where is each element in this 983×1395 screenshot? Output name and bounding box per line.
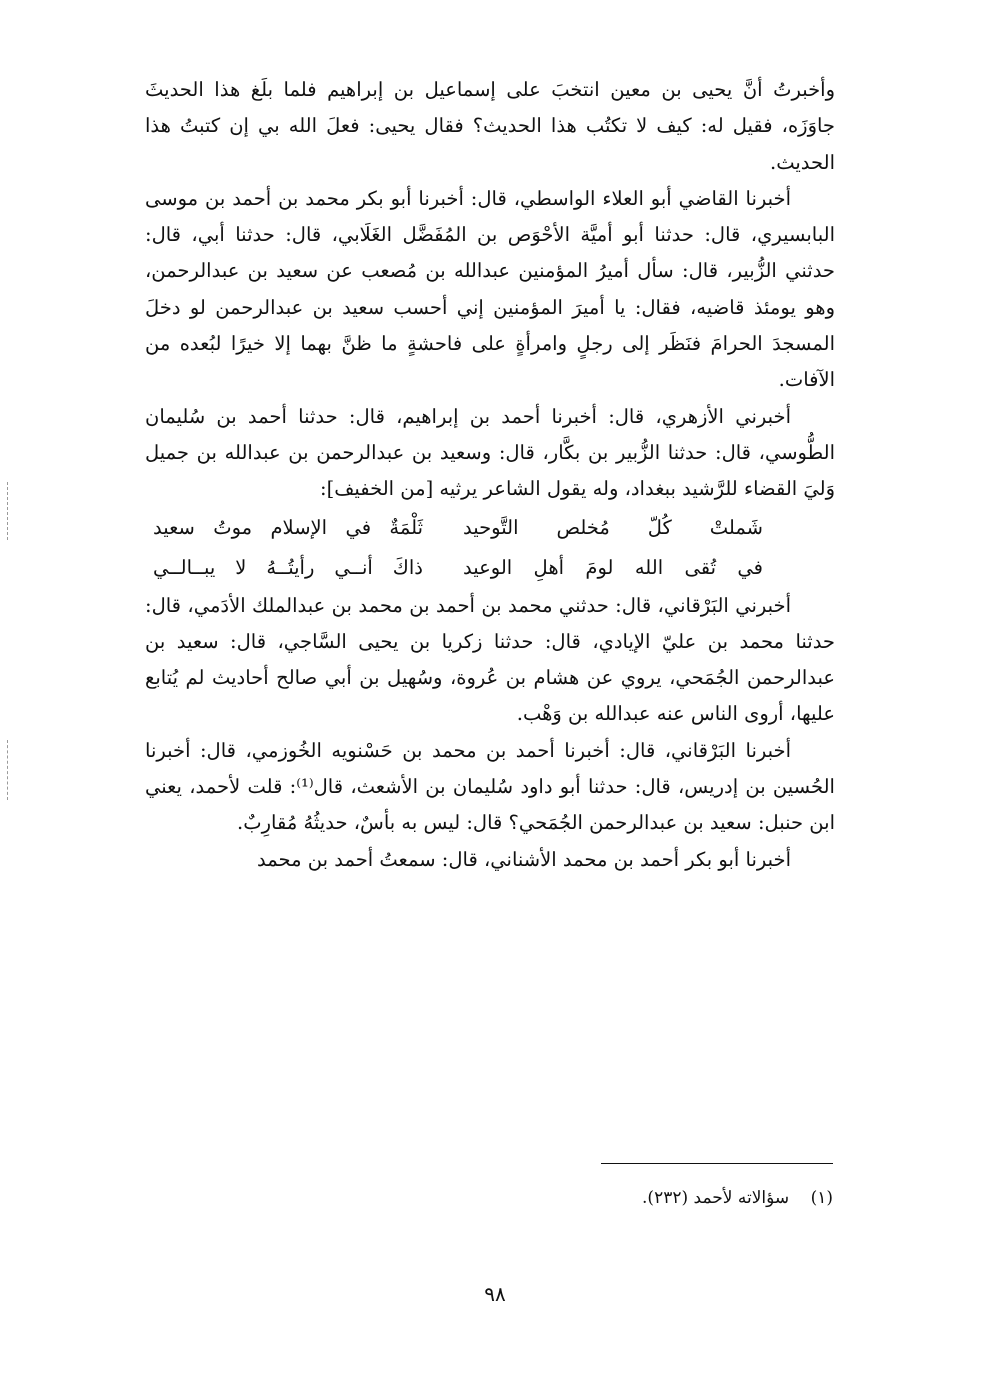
paragraph-1: وأخبرتُ أنَّ يحيى بن معين انتخبَ على إسماعيل بن إبراهيم فلما بلَغ هذا الحديثَ جاوَزَه، فقيل له: كيف لا تكتُب هذا الحديث؟ فقال يحيى: فعلَ الله بي إن كتبتُ هذا الحديث. bbox=[145, 78, 835, 174]
footnote-text: سؤالاته لأحمد (٢٣٢). bbox=[642, 1188, 790, 1208]
page-number: ٩٨ bbox=[484, 1282, 506, 1306]
footnote-divider bbox=[601, 1163, 833, 1164]
paragraph-2: أخبرنا القاضي أبو العلاء الواسطي، قال: أخبرنا أبو بكر محمد بن أحمد بن موسى البابسيري، قال: حدثنا أبو أميَّة الأحْوَص بن المُفَضَّل الغَلَابي، قال: حدثنا أبي، قال: حدثني الزُّبير، قال: سأل أميرُ المؤمنين عبدالله بن مُصعب عن سعيد بن عبدالرحمن، وهو يومئذ قاضيه، فقال: يا أميرَ المؤمنين إني أحسب سعيد بن عبدالرحمن لو دخلَ المسجدَ الحرامَ فنَظَر إلى رجلٍ وامرأةٍ على فاحشةٍ ما ظنَّ بهما إلا خيرًا لبُعده من الآفات. bbox=[145, 186, 835, 392]
footnote bbox=[642, 1186, 833, 1210]
paragraph-6: أخبرنا أبو بكر أحمد بن محمد الأشناني، قال: سمعتُ أحمد بن محمد bbox=[257, 847, 791, 871]
paragraph-3: أخبرني الأزهري، قال: أخبرنا أحمد بن إبراهيم، قال: حدثنا أحمد بن سُليمان الطُّوسي، قال: حدثنا الزُّبير بن بكَّار، قال: وسعيد بن عبدالرحمن بن عبدالله بن جميل وَليَ القضاء للرَّشيد ببغداد، وله يقول الشاعر يرثيه [من الخفيف]: bbox=[145, 404, 835, 501]
poem-hemistich-second: ثَلْمَةٌ في الإسلام موتُ سعيد bbox=[153, 515, 423, 539]
scan-margin-mark bbox=[7, 740, 8, 800]
paragraph-4: أخبرني البَرْقاني، قال: حدثني محمد بن أحمد بن محمد بن عبدالملك الأدَمي، قال: حدثنا محمد بن عليّ الإيادي، قال: حدثنا زكريا بن يحيى السَّاجي، قال: سعيد بن عبدالرحمن الجُمَحي، يروي عن هشام بن عُروة، وسُهيل بن أبي صالح أحاديث لم يُتابع عليها، أروى الناس عنه عبدالله بن وَهْب. bbox=[145, 593, 835, 726]
main-text bbox=[145, 72, 835, 878]
scan-margin-mark bbox=[7, 482, 8, 540]
poem-hemistich-second: ذاكَ أنــي رأيتُــهُ لا يبــالــي bbox=[153, 555, 423, 579]
poem-verse-1 bbox=[145, 508, 835, 548]
poem-hemistich-first: في تُقى الله لومَ أهلِ الوعيد bbox=[463, 555, 763, 579]
paragraph-5: أخبرنا البَرْقاني، قال: أخبرنا أحمد بن محمد بن حَسْنويه الخُوزمي، قال: أخبرنا الحُسين بن إدريس، قال: حدثنا أبو داود سُليمان بن الأشعث، قال⁽¹⁾: قلت لأحمد، يعني ابن حنبل: سعيد بن عبدالرحمن الجُمَحي؟ قال: ليس به بأسٌ، حديثُهُ مُقارِبٌ. bbox=[145, 738, 835, 835]
footnote-marker: (١) bbox=[810, 1188, 833, 1208]
poem bbox=[145, 508, 835, 588]
poem-hemistich-first: شَملتْ كُلّ مُخلص التَّوحيد bbox=[463, 515, 763, 539]
poem-verse-2 bbox=[145, 548, 835, 588]
